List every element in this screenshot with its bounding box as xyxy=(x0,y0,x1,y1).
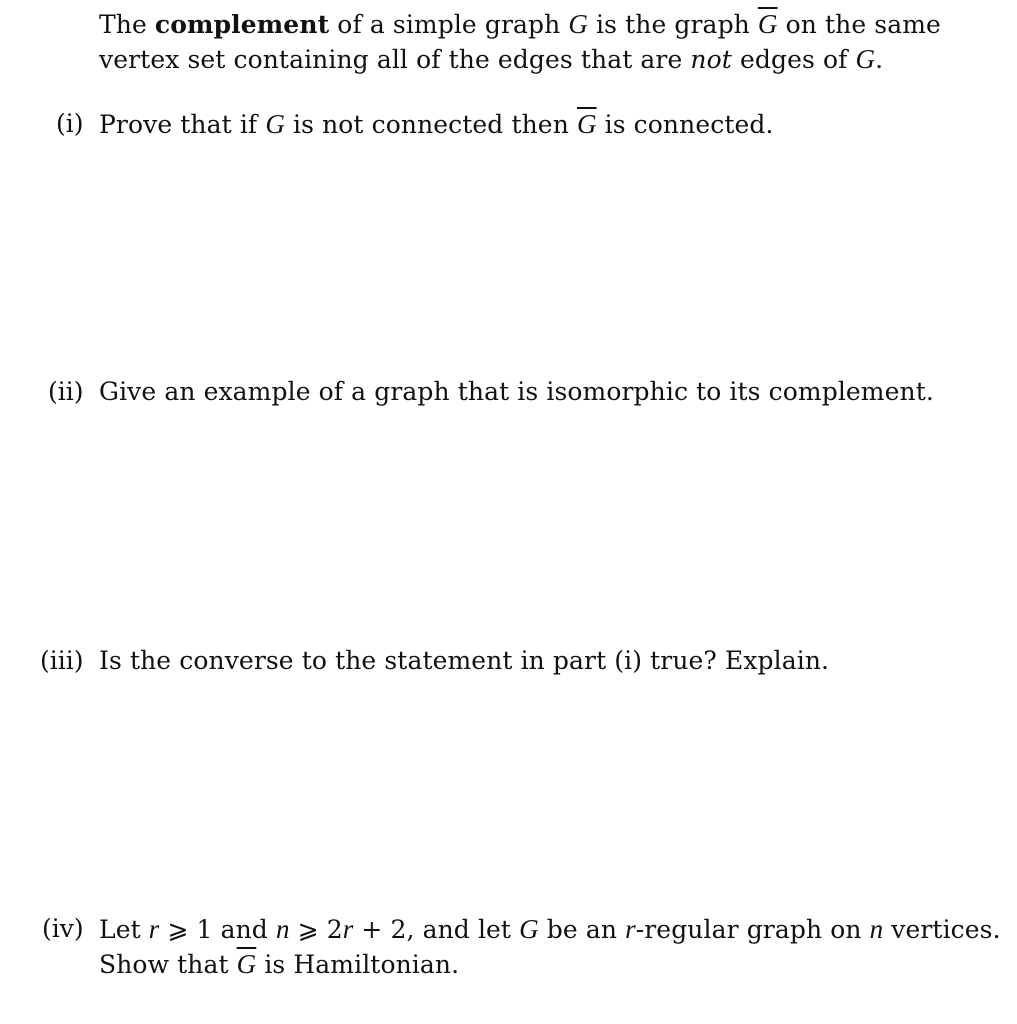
math-G: G xyxy=(519,914,539,944)
intro-text: . xyxy=(875,45,884,74)
part-ii-question xyxy=(99,375,934,409)
question-text: + 2, and let xyxy=(353,915,520,944)
question-text: vertices. xyxy=(883,915,1001,944)
question-text: be an xyxy=(538,915,626,944)
math-G: G xyxy=(855,44,876,74)
part-iv-question-line-2 xyxy=(99,947,459,982)
intro-text: edges of xyxy=(731,45,856,74)
question-text: Show that xyxy=(99,950,237,979)
math-G-complement: $\overline{G}$ xyxy=(576,109,597,139)
math-G: G xyxy=(265,109,285,139)
intro-text: of a simple graph xyxy=(329,10,569,39)
question-text: is connected. xyxy=(596,110,774,139)
math-G-complement: $\overline{G}$ xyxy=(757,9,778,39)
intro-text: vertex set containing all of the edges that are xyxy=(99,45,691,74)
math-G-complement: $\overline{G}$ xyxy=(236,949,257,979)
math-r: r xyxy=(148,914,160,944)
intro-text: The xyxy=(99,10,155,39)
part-iii-label: (iii) xyxy=(40,646,84,675)
math-G: G xyxy=(568,9,588,39)
intro-text: is the graph xyxy=(588,10,758,39)
question-text: Give an example of a graph that is isomorphic to its complement. xyxy=(99,377,934,406)
part-iii-question xyxy=(99,644,829,678)
question-text: is not connected then xyxy=(284,110,577,139)
complement-term: complement xyxy=(154,10,330,39)
question-text: ⩾ 2 xyxy=(289,915,343,944)
question-text: -regular graph on xyxy=(635,915,870,944)
question-text: is Hamiltonian. xyxy=(256,950,460,979)
math-n: n xyxy=(869,914,884,944)
emphasis-not: not xyxy=(690,45,732,74)
math-r: r xyxy=(625,914,636,944)
math-n: n xyxy=(275,914,290,944)
question-text: Let xyxy=(99,915,149,944)
part-ii-label: (ii) xyxy=(48,377,84,406)
intro-line-1 xyxy=(99,7,941,42)
question-text: Is the converse to the statement in part (i) true? Explain. xyxy=(99,646,830,675)
question-text: Prove that if xyxy=(99,110,266,139)
part-iv-question-line-1 xyxy=(99,912,1001,947)
part-iv-label: (iv) xyxy=(42,914,84,943)
math-r: r xyxy=(342,914,354,944)
part-i-question xyxy=(99,107,774,142)
question-text: ⩾ 1 and xyxy=(159,915,276,944)
intro-line-2 xyxy=(99,42,883,77)
intro-text: on the same xyxy=(777,10,941,39)
part-i-label: (i) xyxy=(56,109,84,138)
